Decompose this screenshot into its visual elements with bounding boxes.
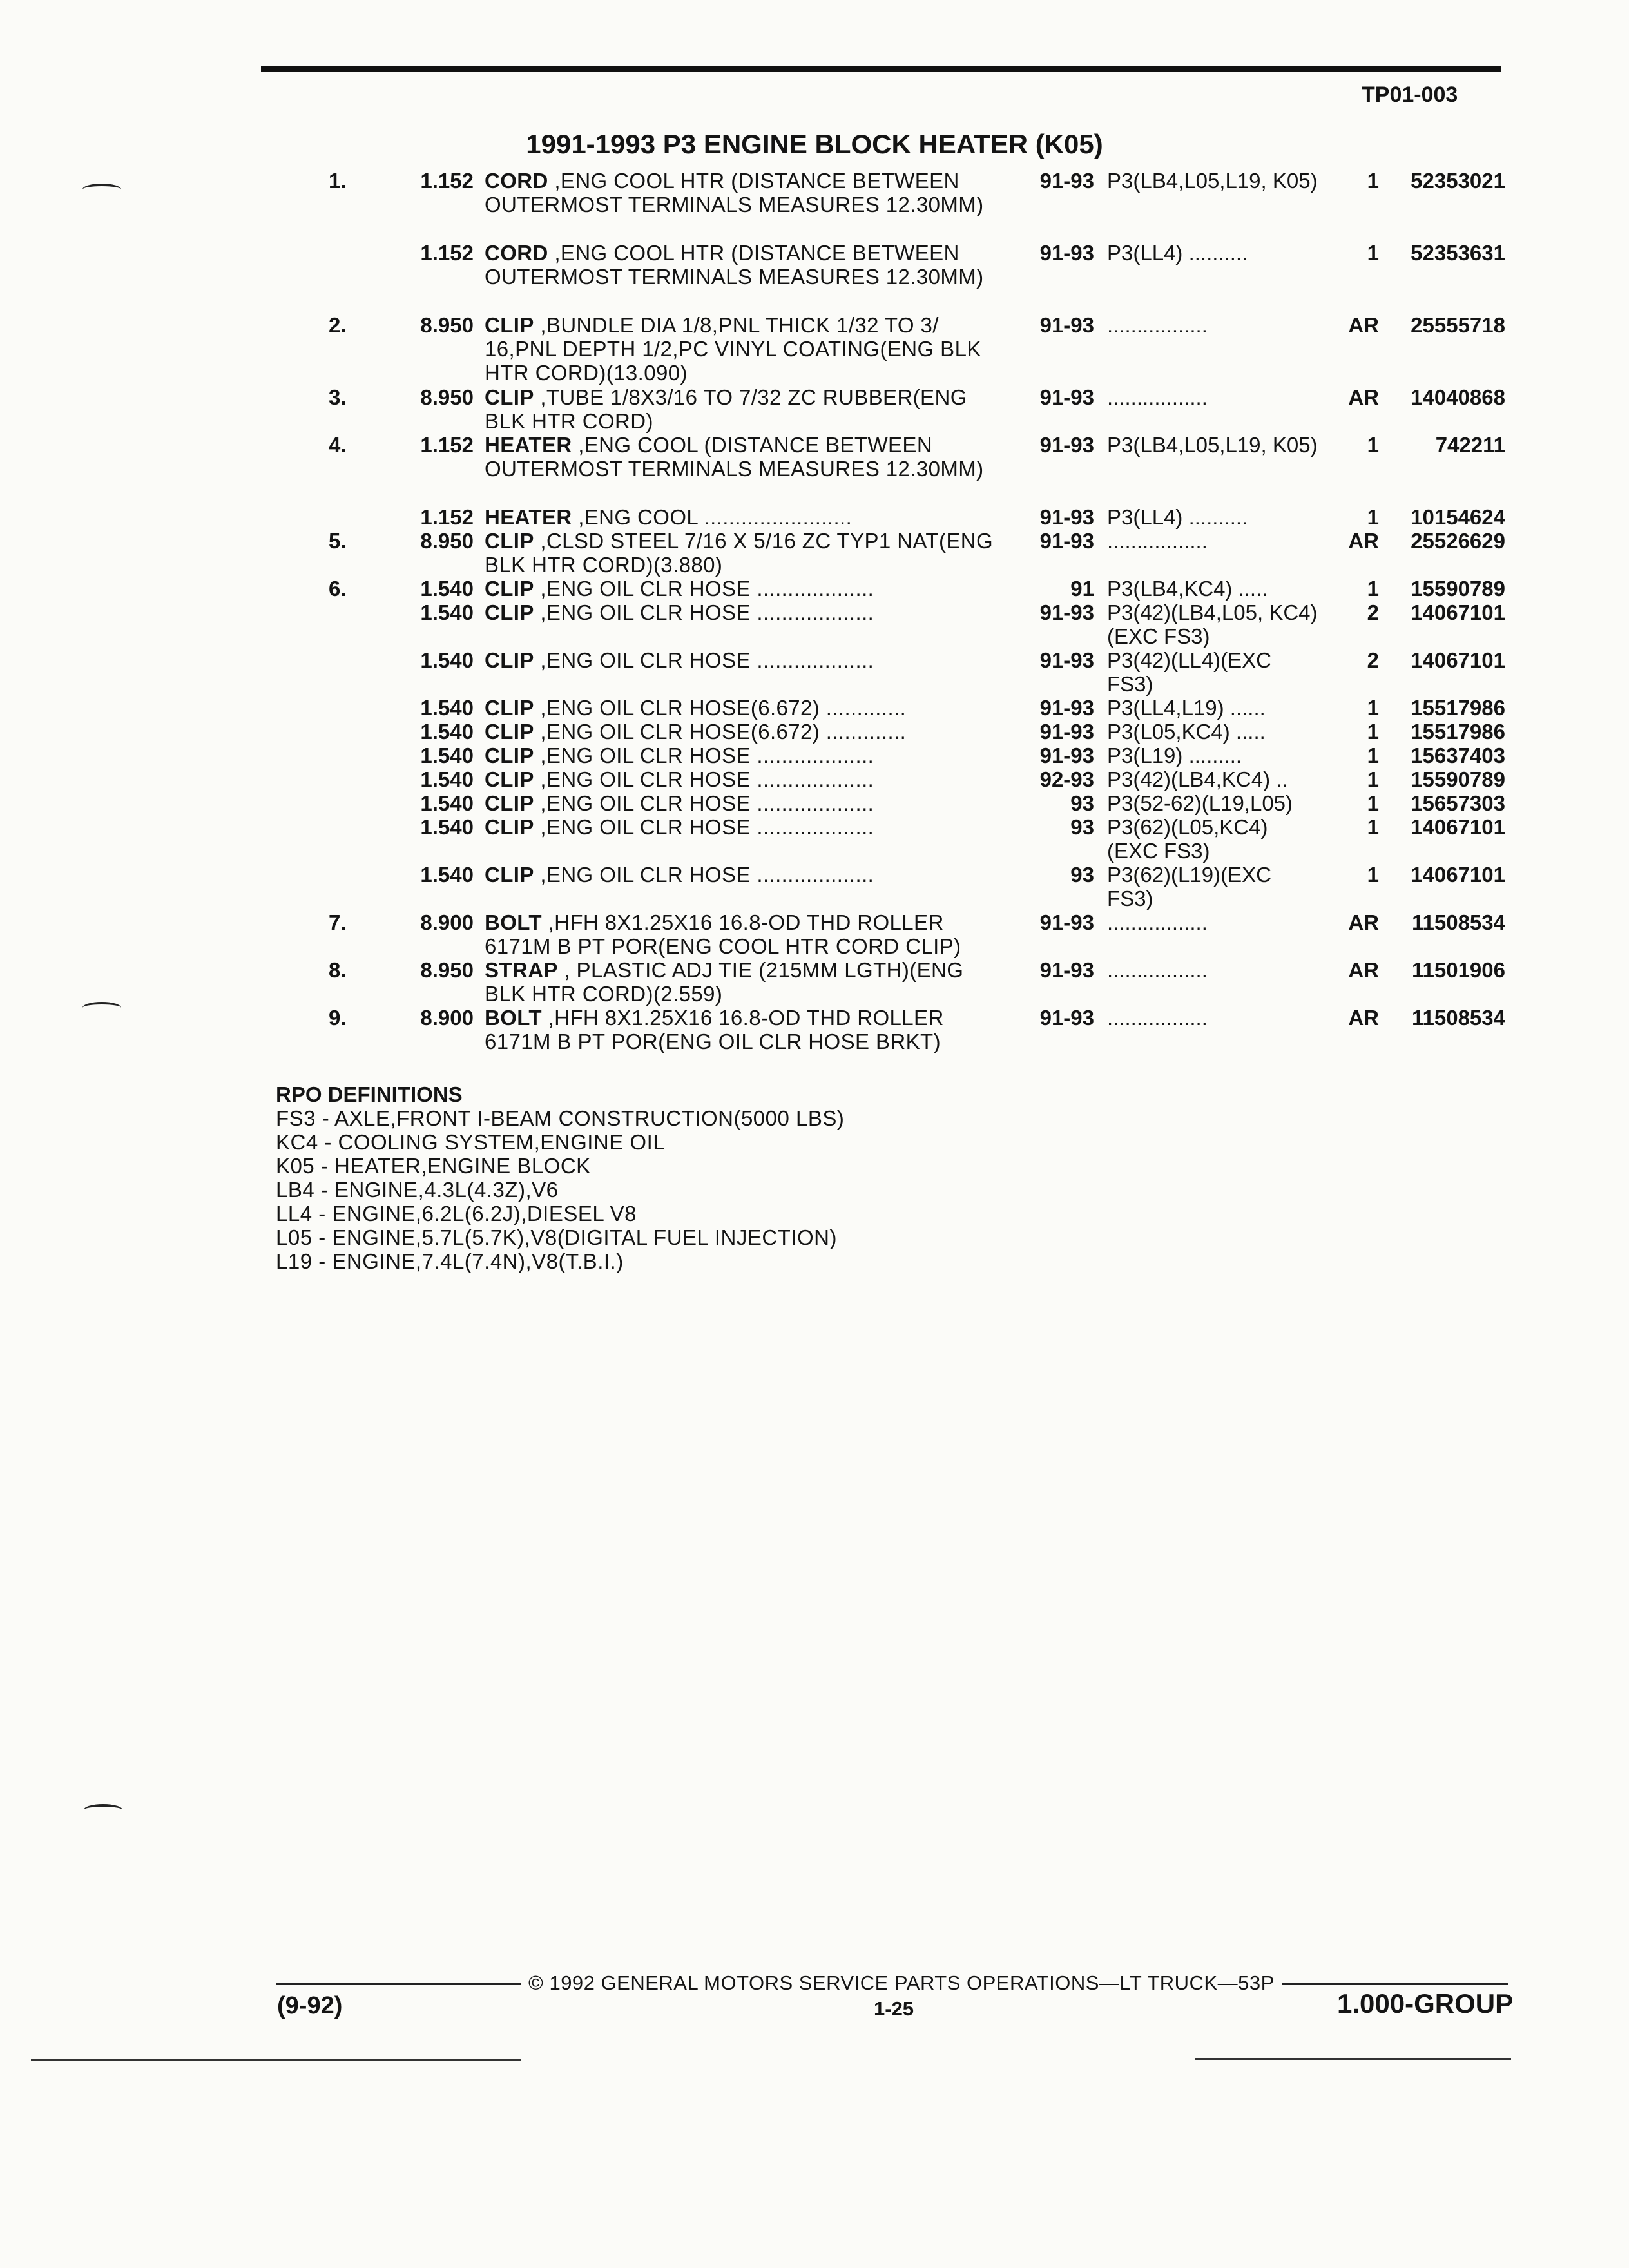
- model-years: 91-93: [1039, 648, 1094, 672]
- application: P3(52-62)(L19,L05): [1107, 791, 1293, 815]
- quantity: 1: [1367, 696, 1379, 720]
- part-number: 14067101: [1411, 815, 1505, 839]
- part-description: [485, 313, 1007, 385]
- part-detail: ,ENG OIL CLR HOSE ...................: [534, 577, 874, 601]
- part-description: [485, 648, 1007, 672]
- application: .................: [1107, 529, 1208, 553]
- part-detail: , PLASTIC ADJ TIE (215MM LGTH)(ENG BLK HTR CORD)(2.559): [485, 958, 964, 1006]
- part-number: 14040868: [1411, 385, 1505, 409]
- quantity: AR: [1348, 529, 1379, 553]
- part-detail: ,ENG COOL HTR (DISTANCE BETWEEN OUTERMOST TERMINALS MEASURES 12.30MM): [485, 241, 984, 289]
- part-detail: ,ENG OIL CLR HOSE ...................: [534, 815, 874, 839]
- part-name: BOLT: [485, 1006, 542, 1030]
- rpo-definition: L05 - ENGINE,5.7L(5.7K),V8(DIGITAL FUEL INJECTION): [276, 1225, 837, 1249]
- application: P3(62)(L19)(EXC FS3): [1107, 863, 1271, 910]
- rpo-definition: LB4 - ENGINE,4.3L(4.3Z),V6: [276, 1178, 559, 1202]
- punch-hole-mark: [84, 1804, 122, 1816]
- part-name: CLIP: [485, 696, 534, 720]
- part-number: 15590789: [1411, 577, 1505, 601]
- group-code: 1.540: [420, 696, 474, 720]
- part-name: STRAP: [485, 958, 558, 982]
- quantity: 1: [1367, 815, 1379, 839]
- part-number: 14067101: [1411, 601, 1505, 624]
- model-years: 93: [1070, 791, 1094, 815]
- application: P3(LB4,L05,L19, K05): [1107, 433, 1318, 457]
- parts-row: [0, 433, 1629, 505]
- group-code: 8.950: [420, 313, 474, 337]
- parts-row: [0, 958, 1629, 1006]
- part-description: [485, 910, 1007, 958]
- item-ref-number: 3.: [329, 385, 347, 409]
- group-code: 1.540: [420, 767, 474, 791]
- part-name: CORD: [485, 169, 548, 193]
- parts-row: [0, 696, 1629, 720]
- part-detail: ,ENG OIL CLR HOSE ...................: [534, 744, 874, 767]
- application: P3(42)(LL4)(EXC FS3): [1107, 648, 1271, 696]
- model-years: 91-93: [1039, 696, 1094, 720]
- part-number: 52353631: [1411, 241, 1505, 265]
- item-ref-number: 2.: [329, 313, 347, 337]
- part-name: CLIP: [485, 313, 534, 337]
- parts-row: [0, 385, 1629, 433]
- part-detail: ,ENG OIL CLR HOSE ...................: [534, 648, 874, 672]
- part-name: CLIP: [485, 648, 534, 672]
- quantity: 1: [1367, 791, 1379, 815]
- part-number: 15637403: [1411, 744, 1505, 767]
- part-name: CLIP: [485, 601, 534, 624]
- part-detail: ,HFH 8X1.25X16 16.8-OD THD ROLLER 6171M B PT POR(ENG COOL HTR CORD CLIP): [485, 910, 961, 958]
- rpo-definition: FS3 - AXLE,FRONT I-BEAM CONSTRUCTION(5000 LBS): [276, 1106, 845, 1130]
- part-description: [485, 1006, 1007, 1053]
- part-name: CORD: [485, 241, 548, 265]
- application: P3(LB4,L05,L19, K05): [1107, 169, 1318, 193]
- parts-row: [0, 529, 1629, 577]
- part-number: 11508534: [1411, 1006, 1505, 1030]
- part-name: CLIP: [485, 863, 534, 887]
- part-detail: ,CLSD STEEL 7/16 X 5/16 ZC TYP1 NAT(ENG BLK HTR CORD)(3.880): [485, 529, 994, 577]
- part-number: 14067101: [1411, 863, 1505, 887]
- item-ref-number: 4.: [329, 433, 347, 457]
- quantity: 2: [1367, 648, 1379, 672]
- model-years: 93: [1070, 815, 1094, 839]
- parts-row: [0, 169, 1629, 241]
- rpo-definition: LL4 - ENGINE,6.2L(6.2J),DIESEL V8: [276, 1202, 637, 1225]
- part-number: 15517986: [1411, 720, 1505, 744]
- part-name: CLIP: [485, 720, 534, 744]
- model-years: 91-93: [1039, 601, 1094, 624]
- parts-row: [0, 577, 1629, 601]
- parts-row: [0, 720, 1629, 744]
- part-detail: ,ENG OIL CLR HOSE(6.672) .............: [534, 696, 907, 720]
- part-description: [485, 529, 1007, 577]
- quantity: 1: [1367, 863, 1379, 887]
- quantity: 1: [1367, 720, 1379, 744]
- application: P3(L19) .........: [1107, 744, 1242, 767]
- part-detail: ,ENG OIL CLR HOSE ...................: [534, 863, 874, 887]
- parts-row: [0, 791, 1629, 815]
- item-ref-number: 1.: [329, 169, 347, 193]
- part-detail: ,ENG OIL CLR HOSE ...................: [534, 767, 874, 791]
- model-years: 91-93: [1039, 720, 1094, 744]
- footer-rule-right: [1282, 1983, 1508, 1985]
- group-code: 1.152: [420, 433, 474, 457]
- group-code: 1.540: [420, 744, 474, 767]
- group-code: 1.540: [420, 577, 474, 601]
- rpo-definition-list: [276, 1106, 844, 1273]
- rpo-definition: K05 - HEATER,ENGINE BLOCK: [276, 1154, 591, 1178]
- group-code: 8.950: [420, 529, 474, 553]
- model-years: 91-93: [1039, 169, 1094, 193]
- model-years: 92-93: [1039, 767, 1094, 791]
- item-ref-number: 8.: [329, 958, 347, 982]
- header-rule: [261, 66, 1501, 72]
- item-ref-number: 5.: [329, 529, 347, 553]
- quantity: AR: [1348, 313, 1379, 337]
- revision-date: (9-92): [277, 1992, 343, 2019]
- bottom-rule-right: [1195, 2058, 1511, 2060]
- group-code: 1.540: [420, 791, 474, 815]
- part-number: 25555718: [1411, 313, 1505, 337]
- parts-row: [0, 505, 1629, 529]
- application: .................: [1107, 313, 1208, 337]
- parts-row: [0, 910, 1629, 958]
- quantity: 2: [1367, 601, 1379, 624]
- item-ref-number: 6.: [329, 577, 347, 601]
- part-detail: ,ENG COOL ........................: [572, 505, 853, 529]
- group-code: 1.152: [420, 241, 474, 265]
- group-code: 1.152: [420, 169, 474, 193]
- model-years: 91-93: [1039, 505, 1094, 529]
- model-years: 91-93: [1039, 910, 1094, 934]
- part-detail: ,BUNDLE DIA 1/8,PNL THICK 1/32 TO 3/ 16,PNL DEPTH 1/2,PC VINYL COATING(ENG BLK HTR CORD)(13.090): [485, 313, 981, 385]
- part-number: 15517986: [1411, 696, 1505, 720]
- part-detail: ,ENG OIL CLR HOSE ...................: [534, 601, 874, 624]
- quantity: 1: [1367, 767, 1379, 791]
- part-description: [485, 791, 1007, 815]
- quantity: 1: [1367, 577, 1379, 601]
- part-description: [485, 241, 1007, 289]
- parts-row: [0, 241, 1629, 313]
- part-number: 15590789: [1411, 767, 1505, 791]
- parts-row: [0, 863, 1629, 910]
- part-number: 52353021: [1411, 169, 1505, 193]
- part-name: CLIP: [485, 577, 534, 601]
- quantity: 1: [1367, 744, 1379, 767]
- application: .................: [1107, 910, 1208, 934]
- part-description: [485, 433, 1007, 481]
- document-id: TP01-003: [1362, 82, 1458, 107]
- bottom-rule-left: [31, 2059, 521, 2061]
- group-code: 1.540: [420, 720, 474, 744]
- application: P3(42)(LB4,KC4) ..: [1107, 767, 1288, 791]
- application: P3(L05,KC4) .....: [1107, 720, 1266, 744]
- part-description: [485, 577, 1007, 601]
- group-code: 8.950: [420, 958, 474, 982]
- application: P3(LL4,L19) ......: [1107, 696, 1266, 720]
- quantity: 1: [1367, 505, 1379, 529]
- group-number: 1.000-GROUP: [1337, 1988, 1514, 2019]
- model-years: 91-93: [1039, 1006, 1094, 1030]
- model-years: 91-93: [1039, 241, 1094, 265]
- part-description: [485, 815, 1007, 839]
- part-name: HEATER: [485, 505, 572, 529]
- application: .................: [1107, 958, 1208, 982]
- item-ref-number: 7.: [329, 910, 347, 934]
- page-number: 1-25: [874, 1997, 914, 2020]
- application: P3(42)(LB4,L05, KC4)(EXC FS3): [1107, 601, 1318, 648]
- parts-list: [0, 169, 1629, 1053]
- parts-row: [0, 648, 1629, 696]
- quantity: 1: [1367, 433, 1379, 457]
- group-code: 8.900: [420, 910, 474, 934]
- footer-rule-left: [276, 1983, 521, 1985]
- parts-row: [0, 815, 1629, 863]
- application: P3(62)(L05,KC4) (EXC FS3): [1107, 815, 1268, 863]
- group-code: 8.900: [420, 1006, 474, 1030]
- item-ref-number: 9.: [329, 1006, 347, 1030]
- group-code: 1.540: [420, 815, 474, 839]
- part-number: 10154624: [1411, 505, 1505, 529]
- part-number: 14067101: [1411, 648, 1505, 672]
- quantity: 1: [1367, 241, 1379, 265]
- parts-row: [0, 313, 1629, 385]
- rpo-definition: KC4 - COOLING SYSTEM,ENGINE OIL: [276, 1130, 666, 1154]
- part-detail: ,ENG OIL CLR HOSE(6.672) .............: [534, 720, 907, 744]
- part-name: BOLT: [485, 910, 542, 934]
- part-description: [485, 767, 1007, 791]
- copyright-notice: © 1992 GENERAL MOTORS SERVICE PARTS OPERATIONS—LT TRUCK—53P: [528, 1972, 1275, 1994]
- part-description: [485, 385, 1007, 433]
- application: .................: [1107, 385, 1208, 409]
- model-years: 91-93: [1039, 313, 1094, 337]
- rpo-heading: RPO DEFINITIONS: [276, 1082, 463, 1106]
- part-name: CLIP: [485, 767, 534, 791]
- part-description: [485, 744, 1007, 767]
- part-number: 11508534: [1411, 910, 1505, 934]
- part-number: 25526629: [1411, 529, 1505, 553]
- rpo-definition: L19 - ENGINE,7.4L(7.4N),V8(T.B.I.): [276, 1249, 624, 1273]
- part-description: [485, 720, 1007, 744]
- application: P3(LL4) ..........: [1107, 505, 1248, 529]
- part-number: 11501906: [1411, 958, 1505, 982]
- parts-row: [0, 767, 1629, 791]
- group-code: 1.540: [420, 601, 474, 624]
- quantity: AR: [1348, 958, 1379, 982]
- part-description: [485, 601, 1007, 624]
- application: P3(LL4) ..........: [1107, 241, 1248, 265]
- model-years: 91-93: [1039, 433, 1094, 457]
- part-detail: ,TUBE 1/8X3/16 TO 7/32 ZC RUBBER(ENG BLK HTR CORD): [485, 385, 967, 433]
- part-description: [485, 696, 1007, 720]
- part-description: [485, 863, 1007, 887]
- part-detail: ,ENG COOL HTR (DISTANCE BETWEEN OUTERMOST TERMINALS MEASURES 12.30MM): [485, 169, 984, 216]
- model-years: 91-93: [1039, 958, 1094, 982]
- parts-row: [0, 744, 1629, 767]
- part-name: CLIP: [485, 815, 534, 839]
- model-years: 91-93: [1039, 529, 1094, 553]
- part-detail: ,ENG COOL (DISTANCE BETWEEN OUTERMOST TERMINALS MEASURES 12.30MM): [485, 433, 984, 481]
- model-years: 91-93: [1039, 744, 1094, 767]
- part-name: CLIP: [485, 744, 534, 767]
- model-years: 93: [1070, 863, 1094, 887]
- group-code: 8.950: [420, 385, 474, 409]
- part-description: [485, 958, 1007, 1006]
- group-code: 1.540: [420, 863, 474, 887]
- rpo-definitions: [276, 1082, 844, 1273]
- group-code: 1.540: [420, 648, 474, 672]
- group-code: 1.152: [420, 505, 474, 529]
- parts-row: [0, 1006, 1629, 1053]
- part-detail: ,HFH 8X1.25X16 16.8-OD THD ROLLER 6171M B PT POR(ENG OIL CLR HOSE BRKT): [485, 1006, 944, 1053]
- quantity: AR: [1348, 1006, 1379, 1030]
- part-description: [485, 505, 1007, 529]
- quantity: AR: [1348, 385, 1379, 409]
- part-number: 742211: [1435, 433, 1505, 457]
- part-detail: ,ENG OIL CLR HOSE ...................: [534, 791, 874, 815]
- model-years: 91-93: [1039, 385, 1094, 409]
- parts-row: [0, 601, 1629, 648]
- part-name: CLIP: [485, 385, 534, 409]
- part-name: CLIP: [485, 791, 534, 815]
- quantity: AR: [1348, 910, 1379, 934]
- part-description: [485, 169, 1007, 216]
- application: P3(LB4,KC4) .....: [1107, 577, 1268, 601]
- part-name: HEATER: [485, 433, 572, 457]
- quantity: 1: [1367, 169, 1379, 193]
- part-name: CLIP: [485, 529, 534, 553]
- part-number: 15657303: [1411, 791, 1505, 815]
- page-title: 1991-1993 P3 ENGINE BLOCK HEATER (K05): [526, 129, 1103, 159]
- application: .................: [1107, 1006, 1208, 1030]
- model-years: 91: [1070, 577, 1094, 601]
